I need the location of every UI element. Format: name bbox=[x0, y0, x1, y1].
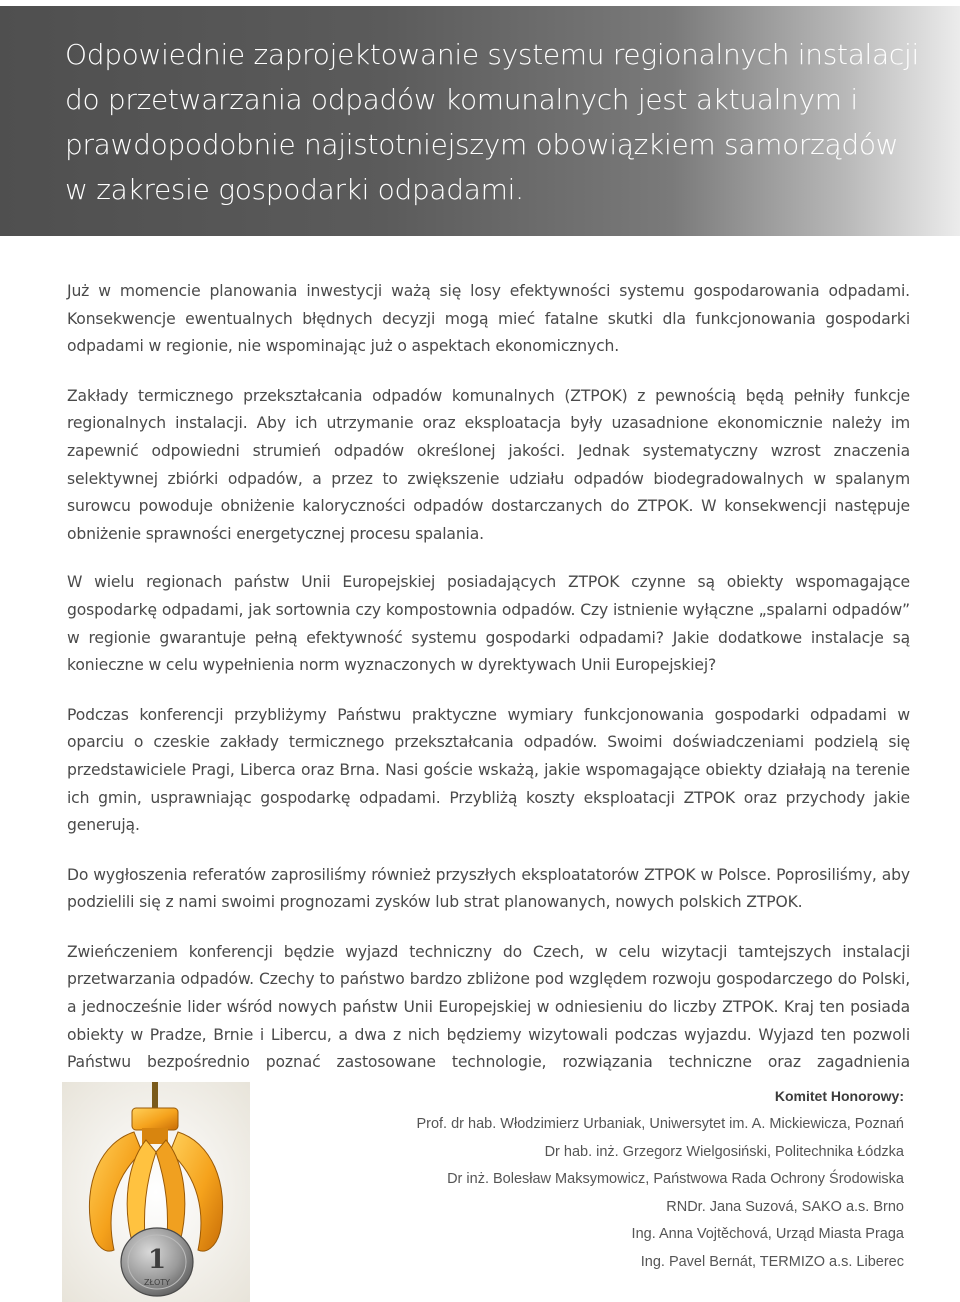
coin-text: ZŁOTY bbox=[143, 1278, 171, 1287]
page-title: Odpowiednie zaprojektowanie systemu regionalnych instalacji do przetwarzania odpadów komunalnych jest aktualnym i prawdopodobnie najistotniejszym obowiązkiem samorządów w zakresie gospodarki odpadami. bbox=[65, 38, 919, 206]
committee-member: Ing. Pavel Bernát, TERMIZO a.s. Liberec bbox=[640, 1253, 904, 1270]
committee-member: Ing. Anna Vojtěchová, Urząd Miasta Praga bbox=[631, 1226, 904, 1242]
paragraph-planning: Już w momencie planowania inwestycji ważą się losy efektywności systemu gospodarowania odpadami. Konsekwencje ewentualnych błędnych decyzji mogą mieć fatalne skutki dla funkcjonowania gospodarki odpadami w regionie, nie wspominając już o aspektach ekonomicznych. bbox=[67, 282, 910, 356]
committee-title: Komitet Honorowy: bbox=[774, 1088, 904, 1104]
committee-member: Prof. dr hab. Włodzimierz Urbaniak, Uniwersytet im. A. Mickiewicza, Poznań bbox=[416, 1116, 904, 1132]
grab-coin-illustration bbox=[62, 1082, 250, 1302]
committee-member: Dr hab. inż. Grzegorz Wielgosiński, Politechnika Łódzka bbox=[544, 1143, 904, 1160]
paragraph-speakers: Do wygłoszenia referatów zaprosiliśmy również przyszłych eksploatatorów ZTPOK w Polsce. Poprosiliśmy, aby podzielili się z nami swoimi prognozami zysków lub strat planowanych, nowych polskich ZTPOK. bbox=[67, 865, 910, 912]
paragraph-trip: Zwieńczeniem konferencji będzie wyjazd techniczny do Czech, w celu wizytacji tamtejszych instalacji przetwarzania odpadów. Czechy to państwo bardzo zbliżone pod względem rozwoju gospodarczego do Polski, a jednocześnie lider wśród nowych państw Unii Europejskiej w odniesieniu do liczby ZTPOK. Kraj ten posiada obiekty w Pradze, Brnie i Libercu, a dwa z nich będziemy wizytowali podczas wyjazdu. Wyjazd ten pozwoli Państwu bezpośrednio poznać zastosowane technologie, rozwiązania techniczne oraz zagadnienia bbox=[67, 942, 910, 1072]
coin-value: 1 bbox=[147, 1245, 167, 1275]
committee-member: RNDr. Jana Suzová, SAKO a.s. Brno bbox=[666, 1198, 904, 1215]
paragraph-conference: Podczas konferencji przybliżymy Państwu praktyczne wymiary funkcjonowania gospodarki odpadami w oparciu o czeskie zakłady termicznego przekształcania odpadów. Swoimi doświadczeniami podzielą się przedstawiciele Pragi, Liberca oraz Brna. Nasi goście wskażą, jakie wspomagające obiekty działają na terenie ich gmin, usprawniając gospodarkę odpadami. Przybliżą koszty eksploatacji ZTPOK oraz przychody jakie generują. bbox=[67, 705, 910, 835]
grab-coin-photo bbox=[62, 1082, 250, 1302]
paragraph-ztpok: Zakłady termicznego przekształcania odpadów komunalnych (ZTPOK) z pewnością będą pełniły funkcje regionalnych instalacji. Aby ich utrzymanie oraz eksploatacja były uzasadnione ekonomicznie należy im zapewnić odpowiedni strumień odpadów określonej jakości. Jednak systematyczny wzrost znaczenia selektywnej zbiórki odpadów, a przez to zwiększenie udziału odpadów biodegradowalnych w spalanym surowcu powoduje obniżenie kaloryczności odpadów dostarczanych do ZTPOK. W konsekwencji następuje obniżenie sprawności energetycznej procesu spalania. bbox=[67, 386, 910, 543]
honorary-committee bbox=[344, 1084, 904, 1276]
paragraph-eu-regions: W wielu regionach państw Unii Europejskiej posiadających ZTPOK czynne są obiekty wspomagające gospodarkę odpadami, jak sortownia czy kompostownia odpadów. Czy istnienie wyłączne „spalarni odpadów” w regionie gwarantuje pełną efektywność systemu gospodarki odpadami? Jakie dodatkowe instalacje są konieczne w celu wypełnienia norm wyznaczonych w dyrektywach Unii Europejskiej? bbox=[67, 573, 910, 675]
body-text bbox=[67, 278, 910, 1126]
committee-member: Dr inż. Bolesław Maksymowicz, Państwowa Rada Ochrony Środowiska bbox=[447, 1171, 904, 1187]
